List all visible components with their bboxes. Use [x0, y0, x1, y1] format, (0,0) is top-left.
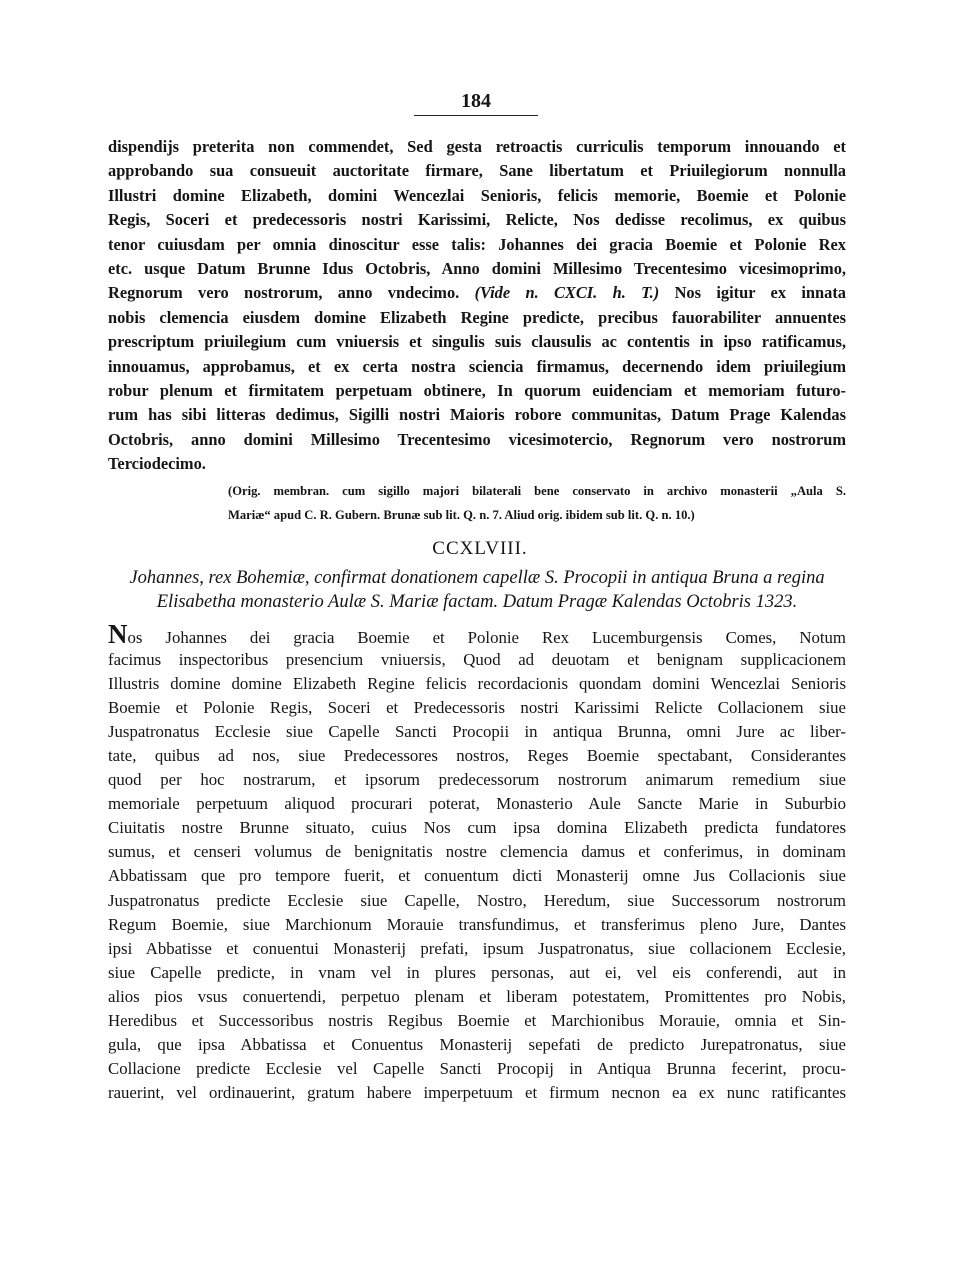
text-line: tate, quibus ad nos, siue Predecessores nostros, Reges Boemie spectabant, Considerantes [108, 746, 846, 766]
paragraph-continued [108, 135, 846, 476]
text-line [108, 281, 846, 305]
text-line: ipsi Abbatisse et conuentui Monasterij prefati, ipsum Juspatronatus, siue collacionem Ecclesie, [108, 938, 846, 958]
text-line: innouamus, approbamus, et ex certa nostra sciencia firmamus, decernendo idem priuilegium [108, 356, 846, 376]
source-note [228, 479, 846, 527]
source-note-line: (Orig. membran. cum sigillo majori bilaterali bene conservato in archivo monasterii „Aula S. [228, 484, 846, 498]
text-line: gula, que ipsa Abbatissa et Conuentus Monasterij sepefati de predicto Jurepatronatus, siue [108, 1034, 846, 1054]
text-line: rauerint, vel ordinauerint, gratum habere imperpetuum et firmum necnon ea ex nunc ratificantes [108, 1082, 846, 1102]
source-note-line: Mariæ“ apud C. R. Gubern. Brunæ sub lit. Q. n. 7. Aliud orig. ibidem sub lit. Q. n. 10.) [228, 508, 695, 522]
cross-reference: (Vide n. CXCI. h. T.) [474, 283, 660, 303]
text-line: siue Capelle predicte, in vnam vel in plures personas, aut ei, vel eis conferendi, aut in [108, 962, 846, 982]
text-line: Regum Boemie, siue Marchionum Morauie transfundimus, et transferimus pleno Jure, Dantes [108, 914, 846, 934]
text-line: etc. usque Datum Brunne Idus Octobris, Anno domini Millesimo Trecentesimo vicesimoprimo, [108, 258, 846, 278]
drop-cap: N [108, 619, 128, 649]
text-line: alios pios vsus conuertendi, perpetuo plenam et liberam potestatem, Promittentes pro Nobis, [108, 986, 846, 1006]
text-line: dispendijs preterita non commendet, Sed gesta retroactis curriculis temporum innouando et [108, 137, 846, 156]
document-number: CCXLVIII. [432, 538, 528, 559]
text-line: prescriptum priuilegium cum vniuersis et singulis suis clausulis ac contentis in ipso ratificamus, [108, 332, 846, 352]
text-line: Octobris, anno domini Millesimo Trecentesimo vicesimotercio, Regnorum vero nostrorum [108, 429, 846, 449]
text-line: quod per hoc nostrarum, et ipsorum predecessorum nostrorum animarum remedium siue [108, 770, 846, 790]
text-line: Juspatronatus Ecclesie siue Capelle Sancti Procopii in antiqua Brunna, omni Jure ac liber- [108, 722, 846, 742]
text-segment: Nos igitur ex innata [659, 283, 846, 303]
text-line: Regis, Soceri et predecessoris nostri Karissimi, Relicte, Nos dedisse recolimus, ex quibus [108, 210, 846, 230]
text-line: tenor cuiusdam per omnia dinoscitur esse talis: Johannes dei gracia Boemie et Polonie Rex [108, 234, 846, 254]
heading-line: Elisabetha monasterio Aulæ S. Mariæ factam. Datum Pragæ Kalendas Octobris 1323. [156, 591, 798, 612]
text-line: Ciuitatis nostre Brunne situato, cuius Nos cum ipsa domina Elizabeth predicta fundatores [108, 818, 846, 838]
text-line: Illustri domine Elizabeth, domini Wencezlai Senioris, felicis memorie, Boemie et Polonie [108, 185, 846, 205]
text-line: Illustris domine domine Elizabeth Regine felicis recordacionis quondam domini Wencezlai Senioris [108, 674, 846, 694]
text-line: Collacione predicte Ecclesie vel Capelle Sancti Procopij in Antiqua Brunna fecerint, procu- [108, 1058, 846, 1078]
page-number: 184 [414, 90, 538, 116]
text-line: robur plenum et firmitatem perpetuam obtinere, In quorum euidenciam et memoriam futuro- [108, 380, 846, 400]
text-segment: Regnorum vero nostrorum, anno vndecimo. [108, 283, 475, 303]
text-line [108, 619, 846, 649]
document-heading [108, 567, 846, 614]
text-line: sumus, et censeri volumus de benignitatis nostre clemencia damus et conferimus, in dominam [108, 842, 846, 862]
text-line: Juspatronatus predicte Ecclesie siue Capelle, Nostro, Heredum, siue Successorum nostrorum [108, 890, 846, 910]
text-line: Heredibus et Successoribus nostris Regibus Boemie et Marchionibus Morauie, omnia et Sin- [108, 1010, 846, 1030]
text-line: memoriale perpetuum aliquod procurari poterat, Monasterio Aule Sancte Marie in Suburbio [108, 794, 846, 814]
text-line: facimus inspectoribus presencium vniuersis, Quod ad deuotam et benignam supplicacionem [108, 650, 846, 670]
text-line: nobis clemencia eiusdem domine Elizabeth Regine predicte, precibus fauorabiliter annuentes [108, 307, 846, 327]
text-segment: os Johannes dei gracia Boemie et Polonie Rex Lucemburgensis Comes, Notum [127, 628, 846, 647]
document-body [108, 619, 846, 1105]
text-line: Terciodecimo. [108, 454, 206, 474]
text-line: Boemie et Polonie Regis, Soceri et Predecessoris nostri Karissimi Relicte Collacionem siue [108, 698, 846, 718]
heading-line: Johannes, rex Bohemiæ, confirmat donationem capellæ S. Procopii in antiqua Bruna a regina [129, 568, 825, 588]
text-line: approbando sua consueuit auctoritate firmare, Sane libertatum et Priuilegiorum nonnulla [108, 161, 846, 181]
text-line: Abbatissam que pro tempore fuerit, et conuentum dicti Monasterij omne Jus Collacionis siue [108, 866, 846, 886]
text-line: rum has sibi litteras dedimus, Sigilli nostri Maioris robore communitas, Datum Prage Kalendas [108, 405, 846, 425]
